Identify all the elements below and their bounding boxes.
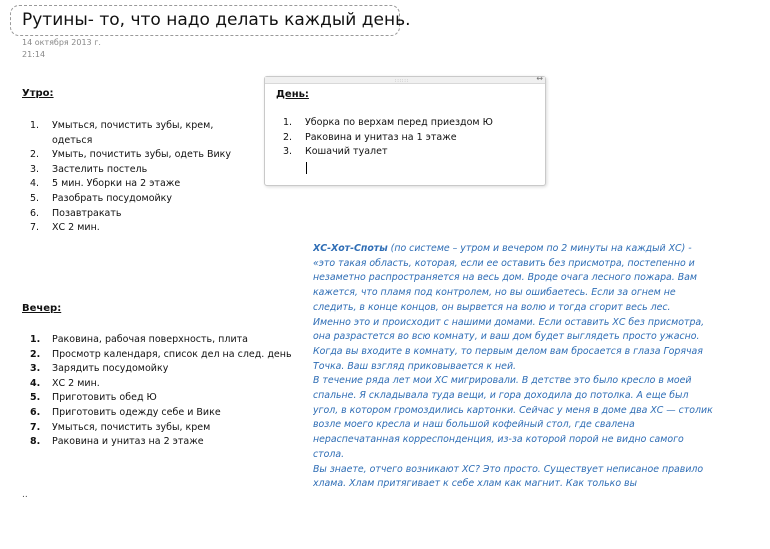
list-item-text: Приготовить обед Ю (52, 392, 157, 404)
day-list (275, 116, 535, 160)
list-item[interactable] (22, 119, 234, 148)
list-number: 6. (30, 207, 40, 219)
list-item[interactable] (22, 163, 234, 178)
page-title-container[interactable] (10, 5, 411, 36)
list-item[interactable] (22, 207, 234, 222)
evening-list (22, 333, 312, 450)
article-paragraph (313, 242, 713, 316)
list-item-text: Умыться, почистить зубы, крем (52, 421, 211, 433)
list-item-text: Раковина и унитаз на 1 этаже (305, 131, 457, 143)
list-item-text: Позавтракать (52, 207, 122, 219)
article-paragraph-4: Вы знаете, отчего возникают ХС? Это просто. Существует неписаное правило хлама. Хлам притягивает к себе хлам как магнит. Как только вы (313, 463, 704, 490)
grip-icon: :::::: (395, 78, 410, 83)
morning-heading: Утро: (22, 88, 54, 99)
list-number: 7. (30, 222, 40, 234)
morning-list (22, 119, 234, 236)
list-number: 6. (30, 406, 41, 418)
day-heading: День: (276, 89, 309, 100)
text-cursor (306, 162, 307, 174)
list-number: 5. (30, 392, 41, 404)
list-item-text: Разобрать посудомойку (52, 192, 173, 204)
article-term: ХС-Хот-Споты (313, 243, 388, 254)
list-number: 5. (30, 192, 40, 204)
list-number: 1. (30, 334, 41, 345)
list-item[interactable] (22, 192, 234, 207)
page-time: 21:14 (22, 50, 46, 59)
list-item[interactable] (22, 221, 234, 236)
article-paragraph-2: Именно это и происходит с нашими домами. Если оставить ХС без присмотра, она разрастется во всю комнату, и ваш дом будет выглядеть просто ужасно. Когда вы входите в комнату, то первым делом вам бросается в глаза Горячая Точка. Ваш взгляд приковывается к ней. (313, 316, 705, 372)
evening-heading: Вечер: (22, 303, 62, 314)
list-item-text: Раковина, рабочая поверхность, плита (52, 334, 248, 345)
list-number: 7. (30, 421, 41, 433)
list-item-text: ХС 2 мин. (52, 377, 100, 389)
list-item[interactable] (22, 348, 312, 363)
list-number: 8. (30, 436, 41, 448)
list-item[interactable] (22, 421, 312, 436)
list-item[interactable] (275, 116, 535, 131)
list-item[interactable] (22, 391, 312, 406)
article-paragraph-1: (по системе – утром и вечером по 2 минуты на каждый ХС) - «это такая область, которая, если ее оставить без присмотра, постепенно и незаметно распространяется на весь дом. Вроде очага лесного пожара. Вам кажется, что пламя под контролем, но вы ошибаетесь. Если за огнем не следить, в конце концов, он вырвется на волю и тогда сгорит весь лес. (313, 243, 697, 313)
container-drag-handle[interactable] (265, 74, 545, 84)
page-date: 14 октября 2013 г. (22, 38, 101, 47)
list-number: 4. (30, 377, 41, 389)
list-item[interactable] (275, 131, 535, 146)
list-number: 1. (30, 120, 40, 131)
list-item-text: Умыть, почистить зубы, одеть Вику (52, 149, 232, 161)
list-item-text: Умыться, почистить зубы, крем, одеться (52, 120, 214, 146)
list-item[interactable] (22, 435, 312, 450)
trailing-ellipsis: .. (22, 490, 28, 500)
list-number: 1. (283, 117, 293, 128)
day-note-container[interactable] (264, 76, 546, 186)
list-item-text: Уборка по верхам перед приездом Ю (305, 117, 493, 128)
list-item[interactable] (22, 362, 312, 377)
list-item[interactable] (22, 333, 312, 348)
list-item[interactable] (22, 377, 312, 392)
list-item-text: Приготовить одежду себе и Вике (52, 406, 221, 418)
list-item[interactable] (22, 148, 234, 163)
list-number: 4. (30, 178, 40, 190)
list-number: 2. (30, 149, 40, 161)
list-item-text: Застелить постель (52, 163, 148, 175)
list-item-text: Раковина и унитаз на 2 этаже (52, 436, 204, 448)
list-item-text: ХС 2 мин. (52, 222, 100, 234)
list-number: 3. (283, 146, 293, 158)
list-item[interactable] (275, 145, 535, 160)
list-number: 3. (30, 363, 41, 375)
list-number: 3. (30, 163, 40, 175)
list-item[interactable] (22, 406, 312, 421)
list-number: 2. (283, 131, 293, 143)
article-text-block[interactable] (313, 242, 713, 500)
list-item[interactable] (22, 177, 234, 192)
page-title[interactable]: Рутины- то, что надо делать каждый день. (22, 10, 411, 30)
list-item-text: Просмотр календаря, список дел на след. день (52, 348, 292, 360)
resize-arrow-icon[interactable]: ↔ (536, 74, 543, 83)
list-number: 2. (30, 348, 41, 360)
article-paragraph-3: В течение ряда лет мои ХС мигрировали. В детстве это было кресло в моей спальне. Я складывала туда вещи, и гора доходила до потолка. А еще был угол, в котором громоздились картонки. Сейчас у меня в доме два ХС — столик возле моего кресла и наш большой кофейный стол, где свалена нераспечатанная корреспонденция, из-за которой порой не видно самого стола. (313, 375, 713, 460)
list-item-text: Зарядить посудомойку (52, 363, 169, 375)
list-item-text: Кошачий туалет (305, 146, 388, 158)
list-item-text: 5 мин. Уборки на 2 этаже (52, 178, 181, 190)
